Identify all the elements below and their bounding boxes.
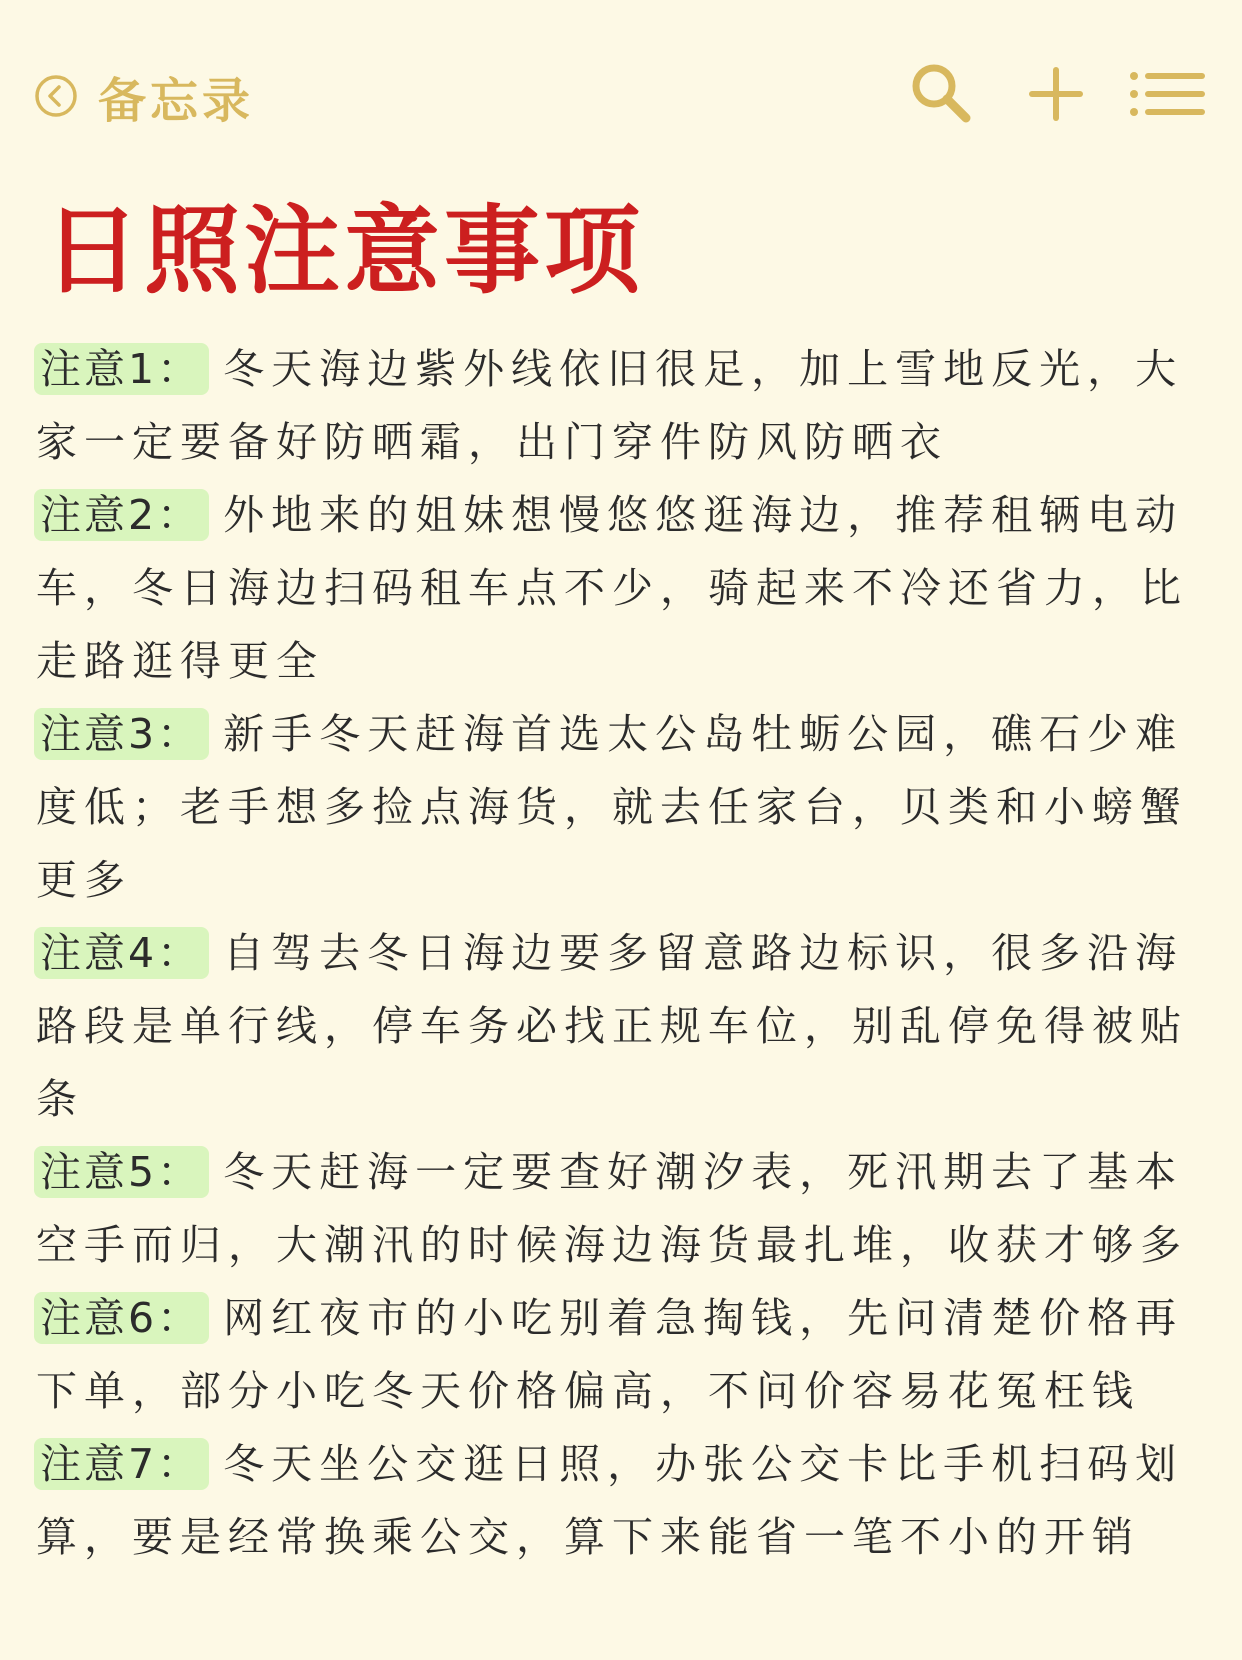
back-label: 备忘录 xyxy=(98,72,255,129)
note-item xyxy=(36,1282,1208,1428)
note-item xyxy=(36,1136,1208,1282)
note-item xyxy=(36,1428,1208,1574)
note-label: 注意3： xyxy=(34,708,209,760)
note-label: 注意7： xyxy=(34,1438,209,1490)
note-text: 外地来的姐妹想慢悠悠逛海边，推荐租辆电动车，冬日海边扫码租车点不少，骑起来不冷还省力，比走路逛得更全 xyxy=(36,491,1188,685)
note-label: 注意4： xyxy=(34,927,209,979)
note-item xyxy=(36,698,1208,917)
search-icon[interactable] xyxy=(908,60,976,128)
note-item xyxy=(36,479,1208,698)
note-text: 新手冬天赶海首选太公岛牡蛎公园，礁石少难度低；老手想多捡点海货，就去任家台，贝类和小螃蟹更多 xyxy=(36,710,1188,904)
back-button[interactable] xyxy=(34,66,255,129)
note-text: 冬天坐公交逛日照，办张公交卡比手机扫码划算，要是经常换乘公交，算下来能省一笔不小的开销 xyxy=(36,1440,1184,1561)
note-label: 注意6： xyxy=(34,1292,209,1344)
chevron-left-circle-icon xyxy=(34,74,78,118)
note-text: 网红夜市的小吃别着急掏钱，先问清楚价格再下单，部分小吃冬天价格偏高，不问价容易花冤枉钱 xyxy=(36,1294,1184,1415)
note-label: 注意2： xyxy=(34,489,209,541)
note-body[interactable] xyxy=(36,333,1208,1574)
note-title: 日照注意事项 xyxy=(44,195,644,307)
note-text: 冬天赶海一定要查好潮汐表，死汛期去了基本空手而归，大潮汛的时候海边海货最扎堆，收获才够多 xyxy=(36,1148,1188,1269)
note-item xyxy=(36,333,1208,479)
plus-icon[interactable] xyxy=(1022,60,1090,128)
note-text: 自驾去冬日海边要多留意路边标识，很多沿海路段是单行线，停车务必找正规车位，别乱停免得被贴条 xyxy=(36,929,1188,1123)
note-text: 冬天海边紫外线依旧很足，加上雪地反光，大家一定要备好防晒霜，出门穿件防风防晒衣 xyxy=(36,345,1184,466)
note-item xyxy=(36,917,1208,1136)
note-label: 注意5： xyxy=(34,1146,209,1198)
top-bar xyxy=(0,0,1242,190)
note-label: 注意1： xyxy=(34,343,209,395)
list-icon[interactable] xyxy=(1128,60,1206,128)
